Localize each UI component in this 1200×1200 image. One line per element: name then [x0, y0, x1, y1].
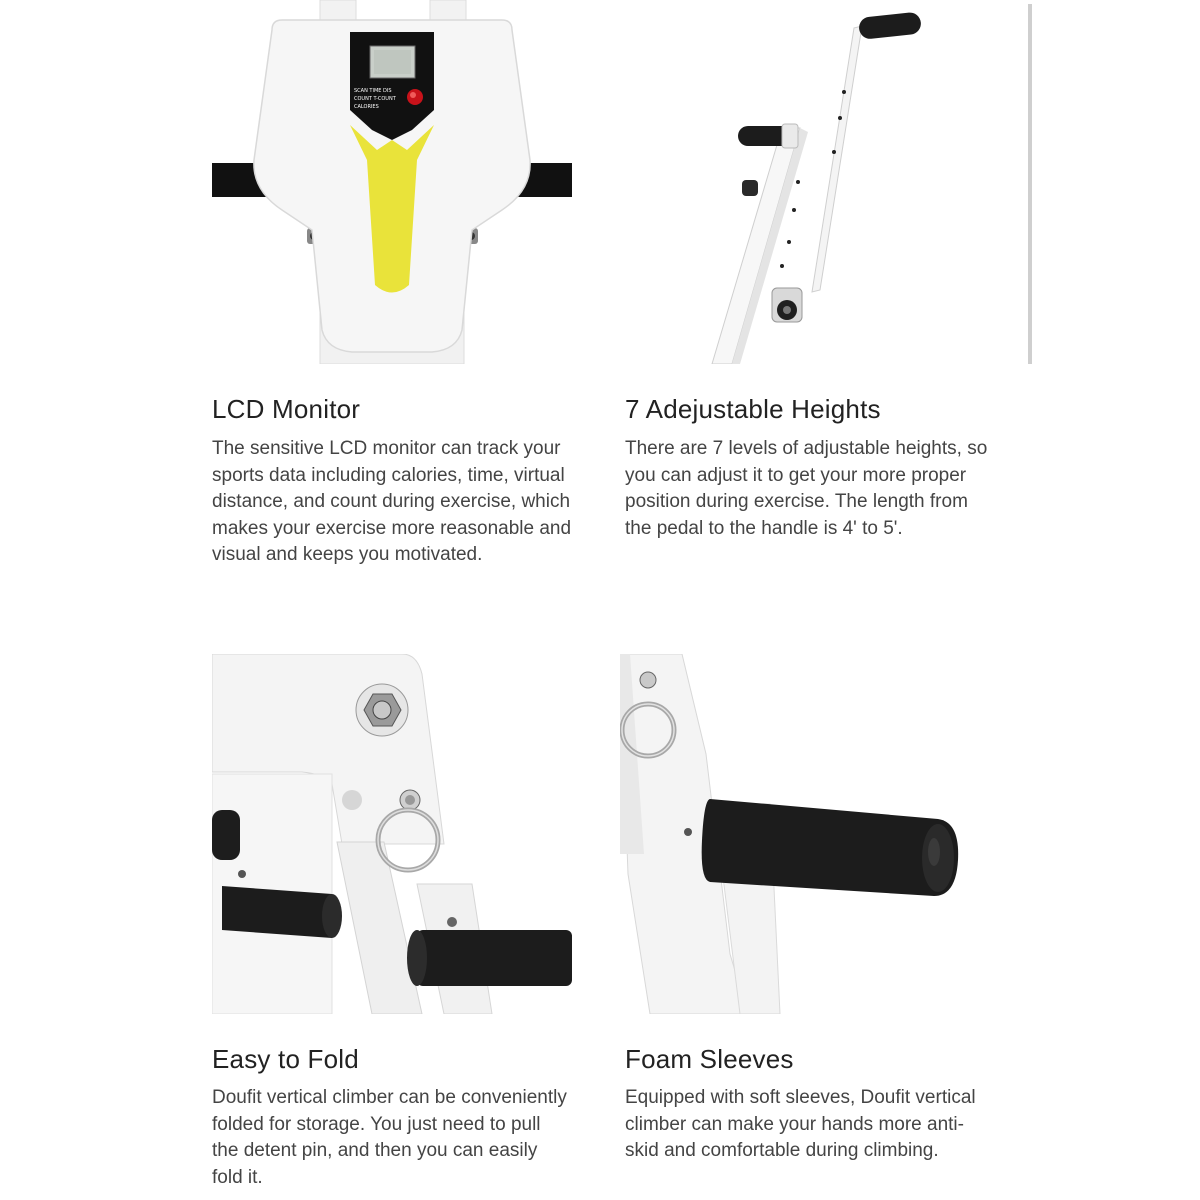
feature-title: LCD Monitor [212, 394, 361, 424]
feature-description: There are 7 levels of adjustable heights, so you can adjust it to get your more proper position during exercise. The length from the pedal to the handle is 4' to 5'. [625, 438, 988, 539]
foam-sleeve-handle-photo [620, 654, 980, 1014]
lcd-monitor-photo [212, 0, 572, 364]
feature-description: Doufit vertical climber can be conveniently folded for storage. You just need to pull the detent pin, and then you can easily fold it. [212, 1087, 567, 1188]
adjustable-height-pole-photo [622, 0, 1034, 364]
feature-title: Foam Sleeves [625, 1044, 794, 1074]
feature-description: The sensitive LCD monitor can track your sports data including calories, time, virtual distance, and count during exercise, which makes your exercise more reasonable and visual and keeps you motivated. [212, 438, 572, 565]
monitor-label-row-1: SCAN TIME DIS [354, 88, 392, 94]
feature-title: Easy to Fold [212, 1044, 359, 1074]
folding-detent-pin-photo [212, 654, 572, 1014]
feature-title: 7 Adejustable Heights [625, 394, 881, 424]
feature-description: Equipped with soft sleeves, Doufit vertical climber can make your hands more anti-skid and comfortable during climbing. [625, 1087, 976, 1161]
monitor-label-row-2: COUNT T-COUNT [354, 96, 396, 102]
monitor-label-row-3: CALORIES [354, 104, 379, 110]
